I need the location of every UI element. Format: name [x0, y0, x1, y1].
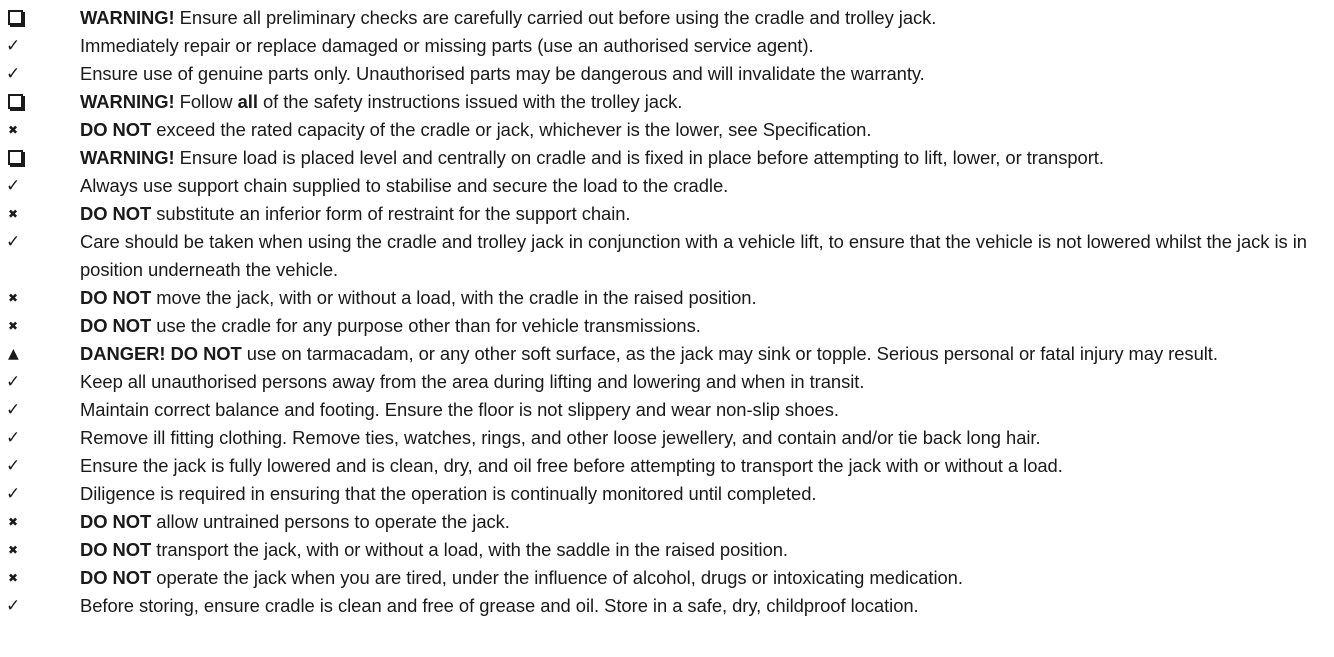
instruction-text: [80, 511, 510, 532]
check-icon: ✓: [6, 428, 21, 448]
bullet-marker: [6, 200, 26, 228]
safety-instruction-item: [0, 340, 1334, 368]
instruction-emphasis: DO NOT: [80, 567, 152, 588]
cross-icon: ✖: [8, 123, 19, 137]
instruction-text: [80, 371, 864, 392]
instruction-text: [80, 595, 919, 616]
instruction-text-segment: Immediately repair or replace damaged or missing parts (use an authorised service agent).: [80, 35, 814, 56]
instruction-text: [80, 119, 871, 140]
triangle-icon: ▲: [8, 346, 19, 362]
instruction-text: [80, 7, 936, 28]
instruction-text: [80, 147, 1104, 168]
cross-icon: ✖: [8, 207, 19, 221]
check-icon: ✓: [6, 484, 21, 504]
box-icon: [8, 94, 23, 109]
instruction-emphasis: all: [237, 91, 258, 112]
instruction-text-segment: allow untrained persons to operate the jack.: [151, 511, 510, 532]
instruction-text: [80, 399, 839, 420]
check-icon: ✓: [6, 36, 21, 56]
instruction-emphasis: DO NOT: [80, 287, 152, 308]
safety-instruction-item: [0, 200, 1334, 228]
instruction-text: [80, 63, 925, 84]
safety-instruction-item: [0, 144, 1334, 172]
instruction-emphasis: DO NOT: [80, 315, 152, 336]
instruction-text-segment: Remove ill fitting clothing. Remove ties, watches, rings, and other loose jewellery, and contain and/or tie back long hair.: [80, 427, 1041, 448]
bullet-marker: [6, 452, 26, 480]
bullet-marker: [6, 424, 26, 452]
safety-instruction-item: [0, 88, 1334, 116]
bullet-marker: [6, 144, 26, 172]
instruction-text-segment: operate the jack when you are tired, under the influence of alcohol, drugs or intoxicating medication.: [151, 567, 963, 588]
safety-instruction-item: [0, 424, 1334, 452]
instruction-text: [80, 539, 788, 560]
bullet-marker: [6, 172, 26, 200]
instruction-text: [80, 203, 631, 224]
instruction-text-segment: substitute an inferior form of restraint for the support chain.: [151, 203, 631, 224]
safety-instruction-item: [0, 60, 1334, 88]
check-icon: ✓: [6, 456, 21, 476]
check-icon: ✓: [6, 232, 21, 252]
instruction-text-segment: of the safety instructions issued with the trolley jack.: [257, 91, 683, 112]
instruction-text-segment: Follow: [174, 91, 238, 112]
safety-instruction-item: [0, 312, 1334, 340]
instruction-emphasis: WARNING!: [80, 91, 175, 112]
instruction-text: [80, 315, 701, 336]
safety-instruction-item: [0, 564, 1334, 592]
instruction-text-segment: Diligence is required in ensuring that the operation is continually monitored until completed.: [80, 483, 817, 504]
safety-instruction-item: [0, 172, 1334, 200]
instruction-text: [80, 427, 1041, 448]
cross-icon: ✖: [8, 571, 19, 585]
safety-instruction-item: [0, 368, 1334, 396]
instruction-text-segment: Ensure use of genuine parts only. Unauthorised parts may be dangerous and will invalidate the warranty.: [80, 63, 925, 84]
safety-instruction-item: [0, 592, 1334, 620]
instruction-text-segment: Keep all unauthorised persons away from the area during lifting and lowering and when in transit.: [80, 371, 865, 392]
bullet-marker: [6, 340, 26, 368]
bullet-marker: [6, 60, 26, 88]
instruction-text: [80, 483, 816, 504]
bullet-marker: [6, 564, 26, 592]
bullet-marker: [6, 88, 26, 116]
instruction-text-segment: Ensure load is placed level and centrally on cradle and is fixed in place before attempting to lift, lower, or transport.: [174, 147, 1104, 168]
bullet-marker: [6, 4, 26, 32]
check-icon: ✓: [6, 64, 21, 84]
safety-instruction-item: [0, 452, 1334, 480]
safety-instruction-item: [0, 508, 1334, 536]
instruction-text-segment: Before storing, ensure cradle is clean and free of grease and oil. Store in a safe, dry, childproof location.: [80, 595, 919, 616]
safety-instruction-item: [0, 228, 1334, 284]
instruction-emphasis: WARNING!: [80, 147, 175, 168]
instruction-text-segment: Always use support chain supplied to stabilise and secure the load to the cradle.: [80, 175, 729, 196]
bullet-marker: [6, 592, 26, 620]
instruction-text: [80, 567, 963, 588]
instruction-text-segment: exceed the rated capacity of the cradle or jack, whichever is the lower, see Specification.: [151, 119, 872, 140]
safety-instruction-item: [0, 480, 1334, 508]
instruction-text-segment: Maintain correct balance and footing. Ensure the floor is not slippery and wear non-slip shoes.: [80, 399, 839, 420]
bullet-marker: [6, 312, 26, 340]
instruction-text-segment: Ensure all preliminary checks are carefully carried out before using the cradle and trolley jack.: [174, 7, 937, 28]
instruction-text-segment: use on tarmacadam, or any other soft surface, as the jack may sink or topple. Serious personal or fatal injury may result.: [241, 343, 1218, 364]
bullet-marker: [6, 508, 26, 536]
instruction-emphasis: DO NOT: [80, 203, 152, 224]
instruction-text: [80, 455, 1063, 476]
instruction-text-segment: use the cradle for any purpose other than for vehicle transmissions.: [151, 315, 701, 336]
safety-instruction-item: [0, 536, 1334, 564]
bullet-marker: [6, 396, 26, 424]
box-icon: [8, 150, 23, 165]
bullet-marker: [6, 368, 26, 396]
check-icon: ✓: [6, 176, 21, 196]
instruction-emphasis: DO NOT: [80, 511, 152, 532]
bullet-marker: [6, 536, 26, 564]
bullet-marker: [6, 228, 26, 256]
instruction-emphasis: DANGER! DO NOT: [80, 343, 242, 364]
instruction-text-segment: Care should be taken when using the cradle and trolley jack in conjunction with a vehicle lift, to ensure that the vehicle is not lowered whilst the jack is in position underneath the vehicle.: [80, 231, 1307, 280]
instruction-text-segment: move the jack, with or without a load, with the cradle in the raised position.: [151, 287, 757, 308]
safety-instruction-item: [0, 396, 1334, 424]
box-icon: [8, 10, 23, 25]
cross-icon: ✖: [8, 319, 19, 333]
safety-instruction-item: [0, 116, 1334, 144]
bullet-marker: [6, 284, 26, 312]
instruction-emphasis: DO NOT: [80, 539, 152, 560]
bullet-marker: [6, 116, 26, 144]
instruction-text-segment: transport the jack, with or without a load, with the saddle in the raised position.: [151, 539, 788, 560]
instruction-text-segment: Ensure the jack is fully lowered and is clean, dry, and oil free before attempting to transport the jack with or without a load.: [80, 455, 1063, 476]
instruction-text: [80, 35, 814, 56]
bullet-marker: [6, 480, 26, 508]
safety-instruction-item: [0, 4, 1334, 32]
safety-instruction-item: [0, 32, 1334, 60]
cross-icon: ✖: [8, 291, 19, 305]
instruction-emphasis: WARNING!: [80, 7, 175, 28]
check-icon: ✓: [6, 372, 21, 392]
instruction-text: [80, 231, 1307, 280]
cross-icon: ✖: [8, 543, 19, 557]
bullet-marker: [6, 32, 26, 60]
check-icon: ✓: [6, 400, 21, 420]
instruction-text: [80, 343, 1218, 364]
check-icon: ✓: [6, 596, 21, 616]
safety-instruction-item: [0, 284, 1334, 312]
cross-icon: ✖: [8, 515, 19, 529]
instruction-text: [80, 175, 728, 196]
instruction-text: [80, 287, 757, 308]
instruction-emphasis: DO NOT: [80, 119, 152, 140]
instruction-text: [80, 91, 682, 112]
